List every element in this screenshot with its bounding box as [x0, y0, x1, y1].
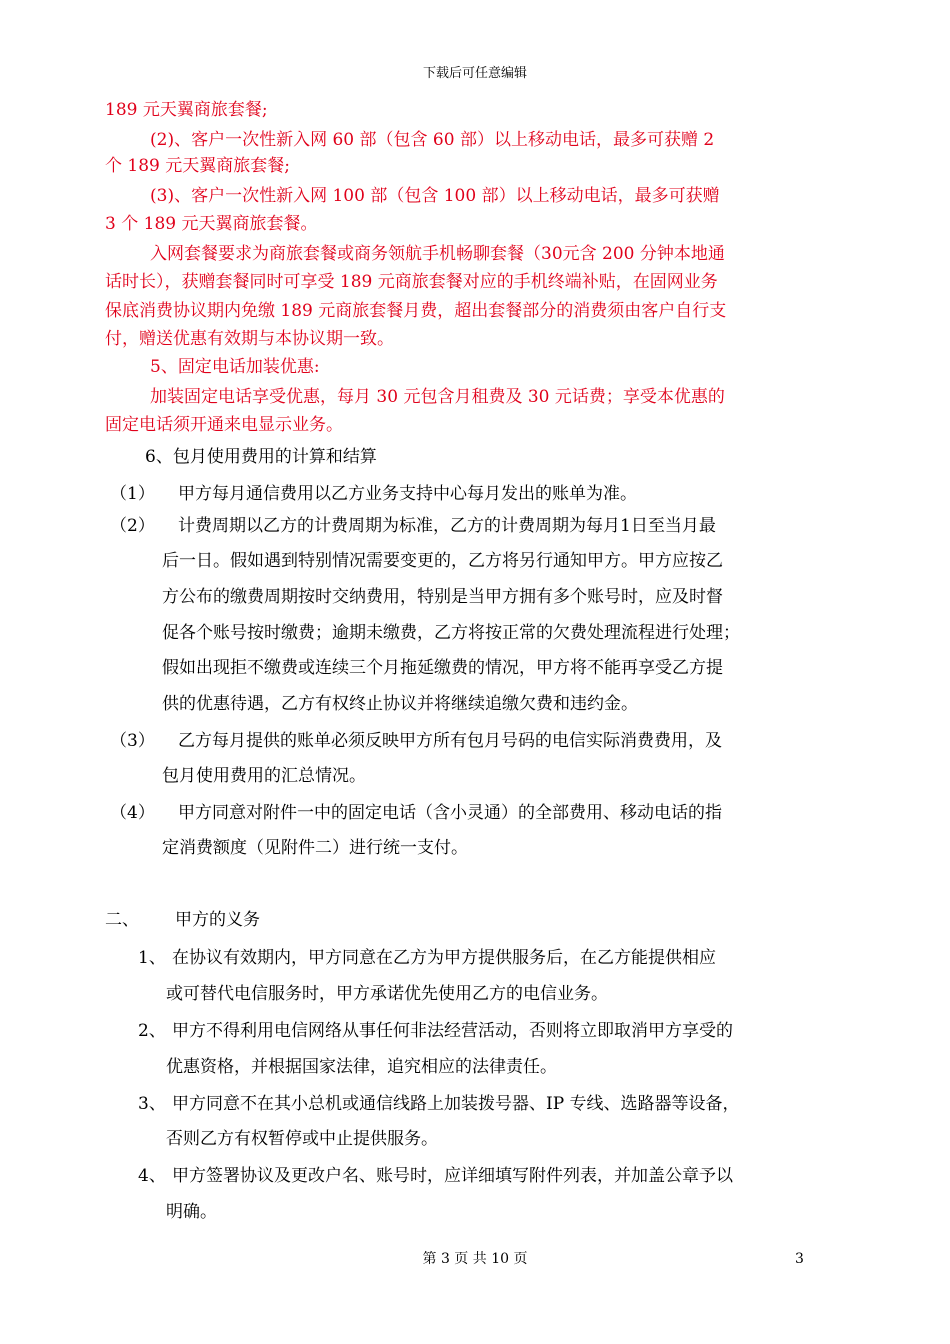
item-number: 2、 [138, 1021, 166, 1041]
item-text: 或可替代电信服务时，甲方承诺优先使用乙方的电信业务。 [166, 984, 608, 1004]
item-text: 甲方每月通信费用以乙方业务支持中心每月发出的账单为准。 [178, 484, 637, 504]
text-line: 个 189 元天翼商旅套餐; [105, 156, 290, 176]
item-text: 甲方同意对附件一中的固定电话（含小灵通）的全部费用、移动电话的指 [178, 803, 722, 823]
item-number: 4、 [138, 1166, 166, 1186]
item-text: 供的优惠待遇，乙方有权终止协议并将继续追缴欠费和违约金。 [162, 694, 638, 714]
page-number: 3 [795, 1251, 804, 1267]
item-number: （1） [110, 484, 155, 504]
item-text: 甲方签署协议及更改户名、账号时，应详细填写附件列表，并加盖公章予以 [172, 1166, 733, 1186]
section-heading: 甲方的义务 [175, 910, 260, 930]
item-text: 方公布的缴费周期按时交纳费用，特别是当甲方拥有多个账号时，应及时督 [162, 587, 723, 607]
section-number: 二、 [105, 910, 139, 930]
text-line: 话时长），获赠套餐同时可享受 189 元商旅套餐对应的手机终端补贴，在固网业务 [105, 272, 718, 292]
item-text: 在协议有效期内，甲方同意在乙方为甲方提供服务后，在乙方能提供相应 [172, 948, 716, 968]
item-number: 1、 [138, 948, 166, 968]
text-line: 加装固定电话享受优惠，每月 30 元包含月租费及 30 元话费；享受本优惠的 [150, 387, 725, 407]
item-text: 优惠资格，并根据国家法律，追究相应的法律责任。 [166, 1057, 557, 1077]
item-text: 假如出现拒不缴费或连续三个月拖延缴费的情况，甲方将不能再享受乙方提 [162, 658, 723, 678]
text-line: 189 元天翼商旅套餐; [105, 100, 268, 120]
item-text: 促各个账号按时缴费；逾期未缴费，乙方将按正常的欠费处理流程进行处理； [162, 623, 740, 643]
subheading: 5、固定电话加装优惠: [150, 357, 320, 377]
item-text: 定消费额度（见附件二）进行统一支付。 [162, 838, 468, 858]
section-heading: 6、包月使用费用的计算和结算 [145, 447, 377, 467]
item-number: 3、 [138, 1094, 166, 1114]
text-line: 付，赠送优惠有效期与本协议期一致。 [105, 329, 394, 349]
item-text: 甲方同意不在其小总机或通信线路上加装拨号器、IP 专线、选路器等设备， [172, 1094, 740, 1114]
text-line: 保底消费协议期内免缴 189 元商旅套餐月费，超出套餐部分的消费须由客户自行支 [105, 301, 727, 321]
item-number: （4） [110, 803, 155, 823]
item-text: 甲方不得利用电信网络从事任何非法经营活动，否则将立即取消甲方享受的 [172, 1021, 733, 1041]
item-text: 乙方每月提供的账单必须反映甲方所有包月号码的电信实际消费费用，及 [178, 731, 722, 751]
page-header: 下载后可任意编辑 [422, 66, 527, 81]
item-text: 否则乙方有权暂停或中止提供服务。 [166, 1129, 438, 1149]
text-line: 入网套餐要求为商旅套餐或商务领航手机畅聊套餐（30元含 200 分钟本地通 [150, 244, 725, 264]
text-line: (3)、客户一次性新入网 100 部（包含 100 部）以上移动电话，最多可获赠 [150, 186, 720, 206]
page-footer: 第 3 页 共 10 页 [422, 1251, 528, 1267]
item-text: 明确。 [166, 1202, 217, 1222]
text-line: 固定电话须开通来电显示业务。 [105, 415, 343, 435]
text-line: (2)、客户一次性新入网 60 部（包含 60 部）以上移动电话，最多可获赠 2 [150, 130, 715, 150]
item-text: 计费周期以乙方的计费周期为标准，乙方的计费周期为每月1日至当月最 [178, 516, 716, 536]
item-text: 包月使用费用的汇总情况。 [162, 766, 366, 786]
text-line: 3 个 189 元天翼商旅套餐。 [105, 214, 318, 234]
item-text: 后一日。假如遇到特别情况需要变更的，乙方将另行通知甲方。甲方应按乙 [162, 551, 723, 571]
item-number: （2） [110, 516, 155, 536]
item-number: （3） [110, 731, 155, 751]
